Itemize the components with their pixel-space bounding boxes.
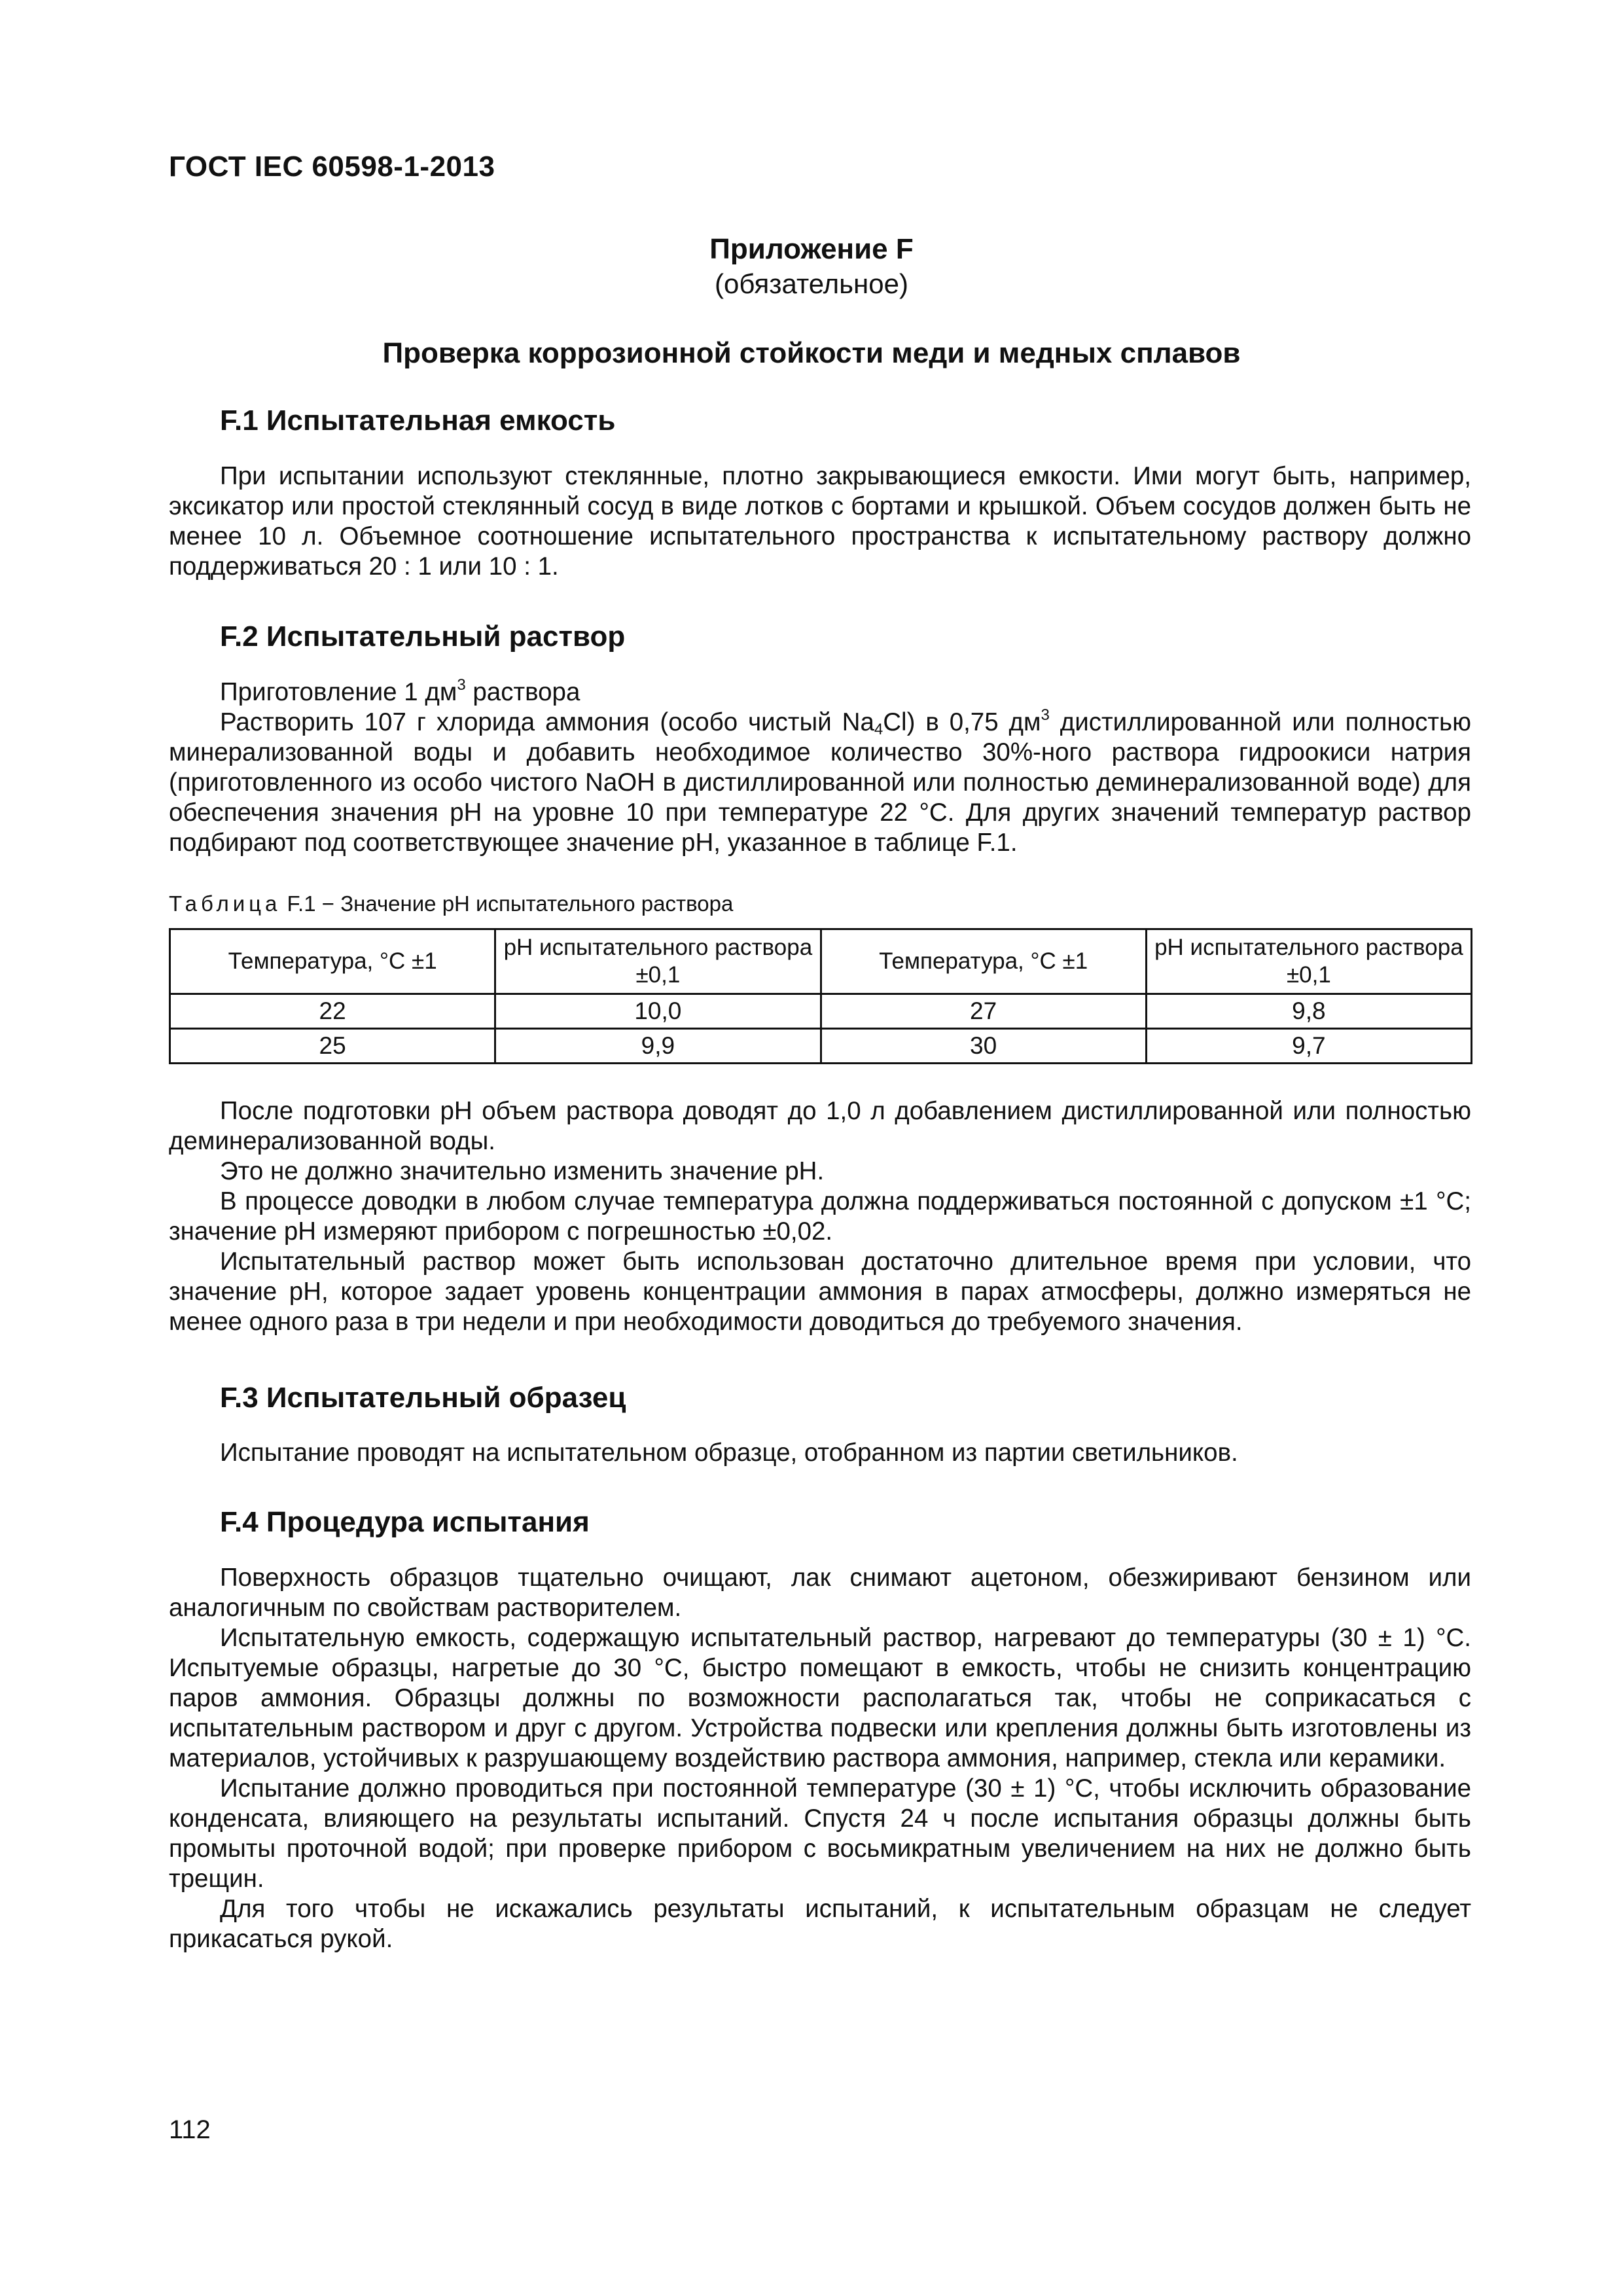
table-cell: 9,9 bbox=[495, 1029, 821, 1064]
table-cell: 25 bbox=[170, 1029, 495, 1064]
section-f1-heading: F.1 Испытательная емкость bbox=[220, 404, 616, 437]
section-f2-body bbox=[169, 677, 1471, 858]
paragraph-dissolve: Растворить 107 г хлорида аммония (особо чистый $Na_4Cl$) в 0,75 $дм^3$ дистиллированной или полностью минерализованной воды и добавить необходимое количество 30%-ного раствора гидроокиси натрия (приготовленного из особо чистого NaOH в дистиллированной или полностью деминерализованной воде) для обеспечения значения pH на уровне 10 при температуре 22 °C. Для других значений температур раствор подбирают под соответствующее значение pH, указанное в таблице F.1. bbox=[169, 706, 1471, 857]
paragraph: Поверхность образцов тщательно очищают, лак снимают ацетоном, обезжиривают бензином или аналогичным по свойствам растворителем. bbox=[169, 1564, 1471, 1622]
paragraph: Это не должно значительно изменить значение pH. bbox=[220, 1157, 825, 1185]
table-cell: 27 bbox=[821, 994, 1146, 1029]
paragraph-preparation: Приготовление 1 $дм^3$ раствора bbox=[220, 676, 580, 706]
section-f3-heading: F.3 Испытательный образец bbox=[220, 1382, 626, 1414]
table-cell: 9,7 bbox=[1146, 1029, 1471, 1064]
table-header-row bbox=[170, 929, 1472, 994]
section-f2-heading: F.2 Испытательный раствор bbox=[220, 620, 626, 653]
table-cell: 22 bbox=[170, 994, 495, 1029]
paragraph: Для того чтобы не искажались результаты испытаний, к испытательным образцам не следует прикасаться рукой. bbox=[169, 1895, 1471, 1953]
table-cell: 9,8 bbox=[1146, 994, 1471, 1029]
paragraph: Испытание проводят на испытательном образце, отобранном из партии светильников. bbox=[220, 1439, 1238, 1467]
table-cell: 10,0 bbox=[495, 994, 821, 1029]
table-row bbox=[170, 994, 1472, 1029]
table-header-cell: Температура, °C ±1 bbox=[821, 929, 1146, 994]
page-number: 112 bbox=[169, 2115, 211, 2144]
table-caption: Таблица F.1 − Значение pH испытательного раствора bbox=[169, 891, 734, 916]
table-cell: 30 bbox=[821, 1029, 1146, 1064]
section-f1-body bbox=[169, 461, 1471, 582]
appendix-title: Приложение F bbox=[709, 233, 914, 265]
table-header-cell: pH испытательного раствора ±0,1 bbox=[1146, 929, 1471, 994]
section-f4-heading: F.4 Процедура испытания bbox=[220, 1506, 590, 1538]
appendix-status: (обязательное) bbox=[715, 268, 908, 299]
paragraph: Испытание должно проводиться при постоянной температуре (30 ± 1) °C, чтобы исключить образование конденсата, влияющего на результаты испытаний. Спустя 24 ч после испытания образцы должны быть промыты проточной водой; при проверке прибором с восьмикратным увеличением на них не должно быть трещин. bbox=[169, 1774, 1471, 1893]
section-f4-body bbox=[169, 1563, 1471, 1954]
table-header-cell: Температура, °C ±1 bbox=[170, 929, 495, 994]
ph-table bbox=[169, 928, 1472, 1064]
section-f2-after-table bbox=[169, 1096, 1471, 1337]
paragraph: В процессе доводки в любом случае температура должна поддерживаться постоянной с допуском ±1 °C; значение pH измеряют прибором с погрешностью ±0,02. bbox=[169, 1187, 1471, 1246]
paragraph: Испытательный раствор может быть использован достаточно длительное время при условии, что значение pH, которое задает уровень концентрации аммония в парах атмосферы, должно измеряться не менее одного раза в три недели и при необходимости доводиться до требуемого значения. bbox=[169, 1247, 1471, 1336]
paragraph: Испытательную емкость, содержащую испытательный раствор, нагревают до температуры (30 ± 1) °C. Испытуемые образцы, нагретые до 30 °C, быстро помещают в емкость, чтобы не снизить концентрацию паров аммония. Образцы должны по возможности располагаться так, чтобы не соприкасаться с испытательным раствором и друг с другом. Устройства подвески или крепления должны быть изготовлены из материалов, устойчивых к разрушающему воздействию раствора аммония, например, стекла или керамики. bbox=[169, 1624, 1471, 1772]
standard-designation: ГОСТ IEC 60598-1-2013 bbox=[169, 151, 495, 183]
table-header-cell: pH испытательного раствора ±0,1 bbox=[495, 929, 821, 994]
table-row bbox=[170, 1029, 1472, 1064]
paragraph: После подготовки pH объем раствора доводят до 1,0 л добавлением дистиллированной или полностью деминерализованной воды. bbox=[169, 1097, 1471, 1155]
appendix-heading: Проверка коррозионной стойкости меди и медных сплавов bbox=[382, 337, 1241, 369]
section-f3-body bbox=[169, 1438, 1471, 1468]
paragraph: При испытании используют стеклянные, плотно закрывающиеся емкости. Ими могут быть, например, эксикатор или простой стеклянный сосуд в виде лотков с бортами и крышкой. Объем сосудов должен быть не менее 10 л. Объемное соотношение испытательного пространства к испытательному раствору должно поддерживаться 20 : 1 или 10 : 1. bbox=[169, 462, 1471, 581]
